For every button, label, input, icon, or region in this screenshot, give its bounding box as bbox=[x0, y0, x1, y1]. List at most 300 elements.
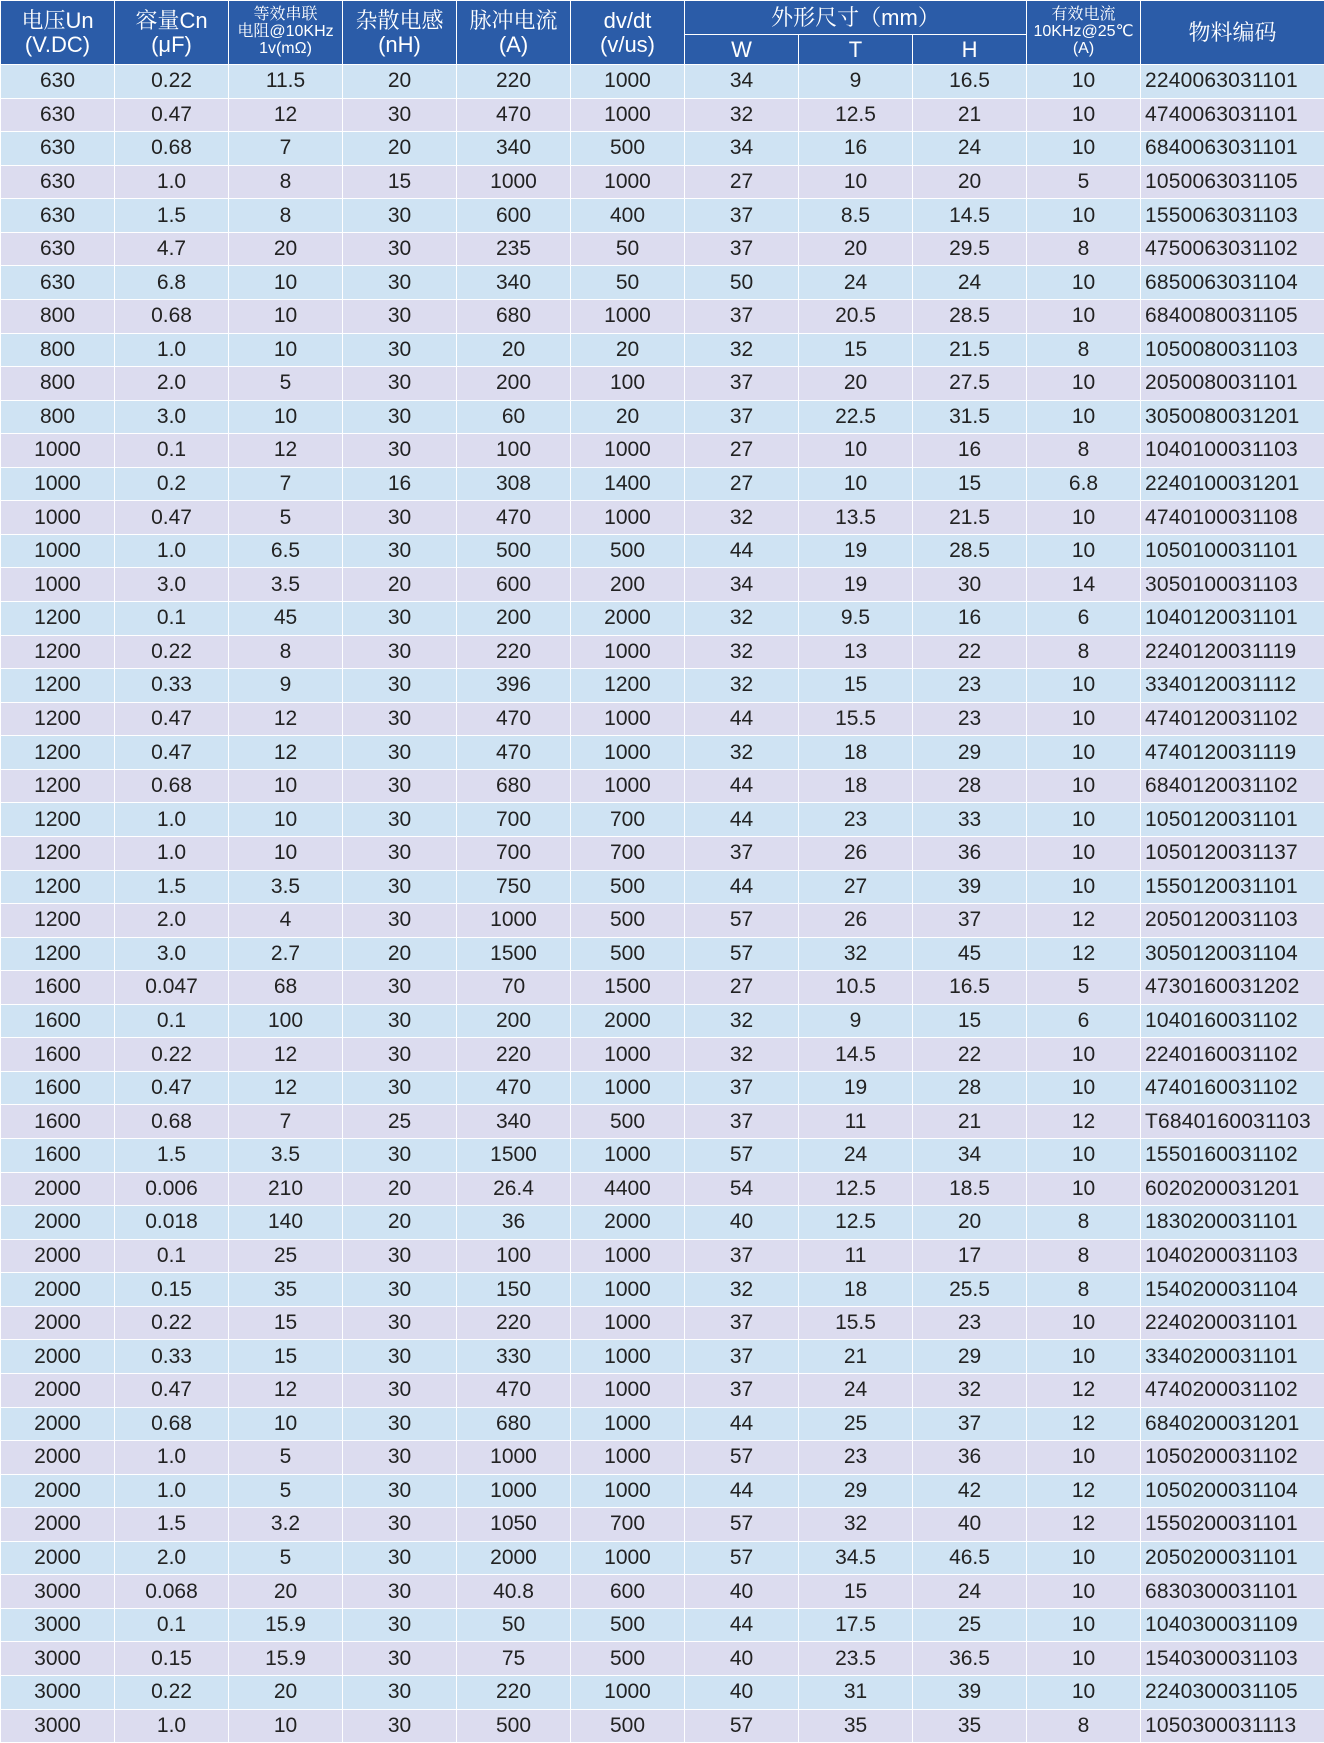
dim-t-cell: 11 bbox=[799, 1239, 913, 1273]
voltage-cell: 2000 bbox=[1, 1340, 115, 1374]
pulse-current-cell: 600 bbox=[457, 199, 571, 233]
voltage-cell: 630 bbox=[1, 232, 115, 266]
dim-t-cell: 9 bbox=[799, 1004, 913, 1038]
inductance-cell: 30 bbox=[343, 1239, 457, 1273]
part-code-cell: 6840080031105 bbox=[1141, 299, 1324, 333]
part-code-cell: 6840200031201 bbox=[1141, 1407, 1324, 1441]
inductance-cell: 30 bbox=[343, 669, 457, 703]
rms-current-cell: 10 bbox=[1027, 1642, 1141, 1676]
header-pulse-current: 脉冲电流 (A) bbox=[457, 1, 571, 65]
capacitance-cell: 2.0 bbox=[115, 904, 229, 938]
dim-h-cell: 31.5 bbox=[913, 400, 1027, 434]
table-row bbox=[1, 1642, 1324, 1676]
esr-cell: 10 bbox=[229, 803, 343, 837]
dim-w-cell: 40 bbox=[685, 1676, 799, 1710]
capacitance-cell: 0.006 bbox=[115, 1172, 229, 1206]
dim-w-cell: 37 bbox=[685, 367, 799, 401]
inductance-cell: 30 bbox=[343, 1508, 457, 1542]
dim-t-cell: 23 bbox=[799, 803, 913, 837]
rms-current-cell: 10 bbox=[1027, 702, 1141, 736]
dim-w-cell: 44 bbox=[685, 534, 799, 568]
dvdt-cell: 50 bbox=[571, 266, 685, 300]
capacitance-cell: 1.5 bbox=[115, 1139, 229, 1173]
capacitance-cell: 0.22 bbox=[115, 1306, 229, 1340]
table-body bbox=[1, 65, 1324, 1743]
part-code-cell: 6840120031102 bbox=[1141, 769, 1324, 803]
inductance-cell: 30 bbox=[343, 1541, 457, 1575]
esr-cell: 20 bbox=[229, 1575, 343, 1609]
voltage-cell: 1200 bbox=[1, 635, 115, 669]
capacitance-cell: 0.47 bbox=[115, 1373, 229, 1407]
dim-w-cell: 44 bbox=[685, 1474, 799, 1508]
part-code-cell: 2240100031201 bbox=[1141, 467, 1324, 501]
table-row bbox=[1, 803, 1324, 837]
pulse-current-cell: 50 bbox=[457, 1608, 571, 1642]
part-code-cell: 1050120031101 bbox=[1141, 803, 1324, 837]
pulse-current-cell: 70 bbox=[457, 971, 571, 1005]
esr-cell: 15 bbox=[229, 1306, 343, 1340]
dim-w-cell: 37 bbox=[685, 1340, 799, 1374]
pulse-current-cell: 220 bbox=[457, 1038, 571, 1072]
esr-cell: 6.5 bbox=[229, 534, 343, 568]
table-row bbox=[1, 1206, 1324, 1240]
pulse-current-cell: 1000 bbox=[457, 1474, 571, 1508]
inductance-cell: 30 bbox=[343, 434, 457, 468]
dvdt-cell: 1000 bbox=[571, 736, 685, 770]
dvdt-cell: 500 bbox=[571, 937, 685, 971]
rms-current-cell: 8 bbox=[1027, 333, 1141, 367]
esr-cell: 5 bbox=[229, 1474, 343, 1508]
esr-cell: 7 bbox=[229, 1105, 343, 1139]
dvdt-cell: 1000 bbox=[571, 1373, 685, 1407]
pulse-current-cell: 1500 bbox=[457, 1139, 571, 1173]
rms-current-cell: 6 bbox=[1027, 602, 1141, 636]
table-row bbox=[1, 467, 1324, 501]
dim-h-cell: 16 bbox=[913, 602, 1027, 636]
dim-h-cell: 23 bbox=[913, 702, 1027, 736]
inductance-cell: 30 bbox=[343, 1676, 457, 1710]
dim-w-cell: 32 bbox=[685, 98, 799, 132]
table-row bbox=[1, 904, 1324, 938]
capacitance-cell: 0.47 bbox=[115, 702, 229, 736]
voltage-cell: 1200 bbox=[1, 769, 115, 803]
dim-t-cell: 24 bbox=[799, 1139, 913, 1173]
part-code-cell: 2050120031103 bbox=[1141, 904, 1324, 938]
dim-h-cell: 17 bbox=[913, 1239, 1027, 1273]
dim-w-cell: 40 bbox=[685, 1642, 799, 1676]
voltage-cell: 1200 bbox=[1, 803, 115, 837]
capacitance-cell: 0.018 bbox=[115, 1206, 229, 1240]
capacitance-cell: 1.0 bbox=[115, 1441, 229, 1475]
rms-current-cell: 10 bbox=[1027, 1541, 1141, 1575]
part-code-cell: 1050063031105 bbox=[1141, 165, 1324, 199]
dim-w-cell: 44 bbox=[685, 1407, 799, 1441]
rms-current-cell: 10 bbox=[1027, 501, 1141, 535]
pulse-current-cell: 396 bbox=[457, 669, 571, 703]
voltage-cell: 800 bbox=[1, 400, 115, 434]
voltage-cell: 2000 bbox=[1, 1508, 115, 1542]
table-row bbox=[1, 635, 1324, 669]
pulse-current-cell: 340 bbox=[457, 132, 571, 166]
rms-current-cell: 10 bbox=[1027, 1676, 1141, 1710]
voltage-cell: 1200 bbox=[1, 836, 115, 870]
header-dimensions: 外形尺寸（mm） bbox=[685, 1, 1027, 35]
inductance-cell: 30 bbox=[343, 199, 457, 233]
dim-t-cell: 20 bbox=[799, 232, 913, 266]
voltage-cell: 2000 bbox=[1, 1541, 115, 1575]
table-row bbox=[1, 266, 1324, 300]
voltage-cell: 2000 bbox=[1, 1172, 115, 1206]
rms-current-cell: 12 bbox=[1027, 904, 1141, 938]
esr-cell: 7 bbox=[229, 467, 343, 501]
dim-t-cell: 15.5 bbox=[799, 702, 913, 736]
dim-t-cell: 20 bbox=[799, 367, 913, 401]
capacitance-cell: 0.15 bbox=[115, 1642, 229, 1676]
esr-cell: 5 bbox=[229, 1441, 343, 1475]
pulse-current-cell: 26.4 bbox=[457, 1172, 571, 1206]
part-code-cell: 2240300031105 bbox=[1141, 1676, 1324, 1710]
dvdt-cell: 1000 bbox=[571, 434, 685, 468]
dvdt-cell: 400 bbox=[571, 199, 685, 233]
inductance-cell: 30 bbox=[343, 702, 457, 736]
capacitance-cell: 0.22 bbox=[115, 1038, 229, 1072]
pulse-current-cell: 150 bbox=[457, 1273, 571, 1307]
rms-current-cell: 12 bbox=[1027, 1508, 1141, 1542]
dim-h-cell: 27.5 bbox=[913, 367, 1027, 401]
header-dim-h: H bbox=[913, 35, 1027, 65]
table-row bbox=[1, 434, 1324, 468]
inductance-cell: 30 bbox=[343, 299, 457, 333]
part-code-cell: 2240120031119 bbox=[1141, 635, 1324, 669]
rms-current-cell: 10 bbox=[1027, 1172, 1141, 1206]
dim-w-cell: 44 bbox=[685, 769, 799, 803]
dim-h-cell: 29 bbox=[913, 1340, 1027, 1374]
pulse-current-cell: 75 bbox=[457, 1642, 571, 1676]
dvdt-cell: 1000 bbox=[571, 1038, 685, 1072]
part-code-cell: T6840160031103 bbox=[1141, 1105, 1324, 1139]
esr-cell: 10 bbox=[229, 1709, 343, 1743]
dim-h-cell: 36 bbox=[913, 1441, 1027, 1475]
table-row bbox=[1, 1004, 1324, 1038]
rms-current-cell: 8 bbox=[1027, 1709, 1141, 1743]
dvdt-cell: 500 bbox=[571, 1642, 685, 1676]
dim-t-cell: 15 bbox=[799, 1575, 913, 1609]
dvdt-cell: 1000 bbox=[571, 769, 685, 803]
table-row bbox=[1, 501, 1324, 535]
table-row bbox=[1, 702, 1324, 736]
esr-cell: 8 bbox=[229, 165, 343, 199]
dim-t-cell: 14.5 bbox=[799, 1038, 913, 1072]
table-row bbox=[1, 232, 1324, 266]
part-code-cell: 4750063031102 bbox=[1141, 232, 1324, 266]
voltage-cell: 1200 bbox=[1, 870, 115, 904]
rms-current-cell: 10 bbox=[1027, 534, 1141, 568]
table-row bbox=[1, 1676, 1324, 1710]
dim-t-cell: 34.5 bbox=[799, 1541, 913, 1575]
dvdt-cell: 700 bbox=[571, 836, 685, 870]
dvdt-cell: 20 bbox=[571, 333, 685, 367]
capacitance-cell: 0.68 bbox=[115, 299, 229, 333]
rms-current-cell: 12 bbox=[1027, 1407, 1141, 1441]
dim-h-cell: 21.5 bbox=[913, 501, 1027, 535]
inductance-cell: 30 bbox=[343, 769, 457, 803]
table-row bbox=[1, 1541, 1324, 1575]
part-code-cell: 1550200031101 bbox=[1141, 1508, 1324, 1542]
dim-h-cell: 21 bbox=[913, 1105, 1027, 1139]
rms-current-cell: 8 bbox=[1027, 635, 1141, 669]
inductance-cell: 30 bbox=[343, 1306, 457, 1340]
voltage-cell: 630 bbox=[1, 98, 115, 132]
voltage-cell: 2000 bbox=[1, 1474, 115, 1508]
header-rms-current: 有效电流 10KHz@25℃ (A) bbox=[1027, 1, 1141, 65]
esr-cell: 3.5 bbox=[229, 1139, 343, 1173]
table-row bbox=[1, 165, 1324, 199]
dvdt-cell: 1000 bbox=[571, 299, 685, 333]
inductance-cell: 30 bbox=[343, 98, 457, 132]
capacitance-cell: 0.068 bbox=[115, 1575, 229, 1609]
table-row bbox=[1, 400, 1324, 434]
rms-current-cell: 10 bbox=[1027, 199, 1141, 233]
table-row bbox=[1, 937, 1324, 971]
rms-current-cell: 10 bbox=[1027, 769, 1141, 803]
dim-t-cell: 13 bbox=[799, 635, 913, 669]
esr-cell: 5 bbox=[229, 1541, 343, 1575]
table-row bbox=[1, 1508, 1324, 1542]
rms-current-cell: 6.8 bbox=[1027, 467, 1141, 501]
esr-cell: 12 bbox=[229, 98, 343, 132]
esr-cell: 12 bbox=[229, 1038, 343, 1072]
rms-current-cell: 10 bbox=[1027, 736, 1141, 770]
inductance-cell: 16 bbox=[343, 467, 457, 501]
dim-t-cell: 24 bbox=[799, 1373, 913, 1407]
dvdt-cell: 20 bbox=[571, 400, 685, 434]
capacitance-cell: 2.0 bbox=[115, 1541, 229, 1575]
dim-h-cell: 18.5 bbox=[913, 1172, 1027, 1206]
rms-current-cell: 8 bbox=[1027, 1206, 1141, 1240]
dim-w-cell: 37 bbox=[685, 836, 799, 870]
voltage-cell: 800 bbox=[1, 299, 115, 333]
rms-current-cell: 10 bbox=[1027, 299, 1141, 333]
dim-h-cell: 37 bbox=[913, 904, 1027, 938]
table-row bbox=[1, 1071, 1324, 1105]
part-code-cell: 6850063031104 bbox=[1141, 266, 1324, 300]
dim-t-cell: 10 bbox=[799, 434, 913, 468]
voltage-cell: 2000 bbox=[1, 1373, 115, 1407]
dim-w-cell: 32 bbox=[685, 736, 799, 770]
rms-current-cell: 10 bbox=[1027, 1608, 1141, 1642]
esr-cell: 8 bbox=[229, 635, 343, 669]
voltage-cell: 1600 bbox=[1, 1004, 115, 1038]
header-capacitance: 容量Cn (μF) bbox=[115, 1, 229, 65]
pulse-current-cell: 1000 bbox=[457, 904, 571, 938]
pulse-current-cell: 500 bbox=[457, 534, 571, 568]
esr-cell: 4 bbox=[229, 904, 343, 938]
esr-cell: 20 bbox=[229, 232, 343, 266]
dvdt-cell: 1000 bbox=[571, 65, 685, 99]
voltage-cell: 3000 bbox=[1, 1709, 115, 1743]
dim-t-cell: 9.5 bbox=[799, 602, 913, 636]
inductance-cell: 30 bbox=[343, 635, 457, 669]
capacitance-cell: 0.1 bbox=[115, 602, 229, 636]
pulse-current-cell: 600 bbox=[457, 568, 571, 602]
dim-h-cell: 15 bbox=[913, 1004, 1027, 1038]
esr-cell: 45 bbox=[229, 602, 343, 636]
part-code-cell: 3050100031103 bbox=[1141, 568, 1324, 602]
dim-t-cell: 19 bbox=[799, 568, 913, 602]
voltage-cell: 1600 bbox=[1, 971, 115, 1005]
rms-current-cell: 10 bbox=[1027, 132, 1141, 166]
dvdt-cell: 1000 bbox=[571, 1676, 685, 1710]
dim-h-cell: 16 bbox=[913, 434, 1027, 468]
voltage-cell: 2000 bbox=[1, 1206, 115, 1240]
voltage-cell: 800 bbox=[1, 333, 115, 367]
table-row bbox=[1, 534, 1324, 568]
pulse-current-cell: 308 bbox=[457, 467, 571, 501]
inductance-cell: 25 bbox=[343, 1105, 457, 1139]
dim-w-cell: 54 bbox=[685, 1172, 799, 1206]
dim-h-cell: 46.5 bbox=[913, 1541, 1027, 1575]
inductance-cell: 30 bbox=[343, 1071, 457, 1105]
inductance-cell: 30 bbox=[343, 836, 457, 870]
table-row bbox=[1, 870, 1324, 904]
dvdt-cell: 1000 bbox=[571, 1071, 685, 1105]
dim-t-cell: 31 bbox=[799, 1676, 913, 1710]
inductance-cell: 30 bbox=[343, 367, 457, 401]
esr-cell: 3.2 bbox=[229, 1508, 343, 1542]
esr-cell: 12 bbox=[229, 434, 343, 468]
voltage-cell: 2000 bbox=[1, 1441, 115, 1475]
dvdt-cell: 1000 bbox=[571, 1273, 685, 1307]
dim-h-cell: 39 bbox=[913, 1676, 1027, 1710]
pulse-current-cell: 200 bbox=[457, 367, 571, 401]
dim-h-cell: 28 bbox=[913, 769, 1027, 803]
table-row bbox=[1, 1608, 1324, 1642]
esr-cell: 5 bbox=[229, 367, 343, 401]
dim-w-cell: 44 bbox=[685, 803, 799, 837]
dim-h-cell: 21.5 bbox=[913, 333, 1027, 367]
voltage-cell: 3000 bbox=[1, 1642, 115, 1676]
table-row bbox=[1, 971, 1324, 1005]
capacitance-cell: 0.47 bbox=[115, 98, 229, 132]
esr-cell: 9 bbox=[229, 669, 343, 703]
dim-h-cell: 36.5 bbox=[913, 1642, 1027, 1676]
part-code-cell: 1540200031104 bbox=[1141, 1273, 1324, 1307]
voltage-cell: 1200 bbox=[1, 669, 115, 703]
rms-current-cell: 10 bbox=[1027, 1139, 1141, 1173]
rms-current-cell: 10 bbox=[1027, 1441, 1141, 1475]
dim-t-cell: 24 bbox=[799, 266, 913, 300]
part-code-cell: 4740063031101 bbox=[1141, 98, 1324, 132]
pulse-current-cell: 100 bbox=[457, 1239, 571, 1273]
dim-h-cell: 16.5 bbox=[913, 65, 1027, 99]
dim-t-cell: 15 bbox=[799, 333, 913, 367]
dim-h-cell: 40 bbox=[913, 1508, 1027, 1542]
rms-current-cell: 12 bbox=[1027, 937, 1141, 971]
dim-t-cell: 17.5 bbox=[799, 1608, 913, 1642]
dvdt-cell: 1000 bbox=[571, 1474, 685, 1508]
part-code-cell: 6830300031101 bbox=[1141, 1575, 1324, 1609]
voltage-cell: 630 bbox=[1, 199, 115, 233]
dim-h-cell: 33 bbox=[913, 803, 1027, 837]
pulse-current-cell: 1000 bbox=[457, 1441, 571, 1475]
capacitance-cell: 0.33 bbox=[115, 669, 229, 703]
part-code-cell: 4740120031119 bbox=[1141, 736, 1324, 770]
capacitance-cell: 0.22 bbox=[115, 1676, 229, 1710]
part-code-cell: 1050200031104 bbox=[1141, 1474, 1324, 1508]
table-row bbox=[1, 1139, 1324, 1173]
inductance-cell: 30 bbox=[343, 1373, 457, 1407]
dim-t-cell: 13.5 bbox=[799, 501, 913, 535]
table-row bbox=[1, 1575, 1324, 1609]
dim-t-cell: 18 bbox=[799, 1273, 913, 1307]
dim-w-cell: 50 bbox=[685, 266, 799, 300]
dim-h-cell: 23 bbox=[913, 669, 1027, 703]
voltage-cell: 2000 bbox=[1, 1306, 115, 1340]
dim-t-cell: 10 bbox=[799, 467, 913, 501]
table-row bbox=[1, 669, 1324, 703]
part-code-cell: 3050120031104 bbox=[1141, 937, 1324, 971]
table-row bbox=[1, 1273, 1324, 1307]
inductance-cell: 30 bbox=[343, 501, 457, 535]
esr-cell: 10 bbox=[229, 266, 343, 300]
part-code-cell: 1050080031103 bbox=[1141, 333, 1324, 367]
dim-w-cell: 37 bbox=[685, 232, 799, 266]
pulse-current-cell: 40.8 bbox=[457, 1575, 571, 1609]
part-code-cell: 4740200031102 bbox=[1141, 1373, 1324, 1407]
capacitance-cell: 0.2 bbox=[115, 467, 229, 501]
inductance-cell: 15 bbox=[343, 165, 457, 199]
part-code-cell: 1050120031137 bbox=[1141, 836, 1324, 870]
rms-current-cell: 10 bbox=[1027, 266, 1141, 300]
dvdt-cell: 2000 bbox=[571, 602, 685, 636]
capacitance-cell: 1.0 bbox=[115, 836, 229, 870]
inductance-cell: 20 bbox=[343, 132, 457, 166]
pulse-current-cell: 700 bbox=[457, 803, 571, 837]
dim-w-cell: 37 bbox=[685, 199, 799, 233]
dim-w-cell: 37 bbox=[685, 1071, 799, 1105]
part-code-cell: 2050080031101 bbox=[1141, 367, 1324, 401]
table-row bbox=[1, 1306, 1324, 1340]
table-row bbox=[1, 367, 1324, 401]
rms-current-cell: 12 bbox=[1027, 1105, 1141, 1139]
capacitance-cell: 0.68 bbox=[115, 132, 229, 166]
dim-t-cell: 16 bbox=[799, 132, 913, 166]
voltage-cell: 1200 bbox=[1, 602, 115, 636]
capacitance-cell: 3.0 bbox=[115, 400, 229, 434]
inductance-cell: 30 bbox=[343, 904, 457, 938]
dvdt-cell: 1000 bbox=[571, 635, 685, 669]
part-code-cell: 4740160031102 bbox=[1141, 1071, 1324, 1105]
rms-current-cell: 8 bbox=[1027, 1239, 1141, 1273]
inductance-cell: 20 bbox=[343, 1206, 457, 1240]
table-row bbox=[1, 1373, 1324, 1407]
dvdt-cell: 1000 bbox=[571, 1239, 685, 1273]
dim-h-cell: 32 bbox=[913, 1373, 1027, 1407]
inductance-cell: 30 bbox=[343, 803, 457, 837]
dim-w-cell: 37 bbox=[685, 1239, 799, 1273]
part-code-cell: 2240063031101 bbox=[1141, 65, 1324, 99]
dvdt-cell: 1000 bbox=[571, 98, 685, 132]
dim-h-cell: 24 bbox=[913, 1575, 1027, 1609]
dim-w-cell: 44 bbox=[685, 1608, 799, 1642]
dvdt-cell: 2000 bbox=[571, 1004, 685, 1038]
dvdt-cell: 2000 bbox=[571, 1206, 685, 1240]
dvdt-cell: 1000 bbox=[571, 1139, 685, 1173]
capacitance-cell: 3.0 bbox=[115, 937, 229, 971]
capacitance-cell: 1.0 bbox=[115, 333, 229, 367]
pulse-current-cell: 235 bbox=[457, 232, 571, 266]
dim-h-cell: 21 bbox=[913, 98, 1027, 132]
